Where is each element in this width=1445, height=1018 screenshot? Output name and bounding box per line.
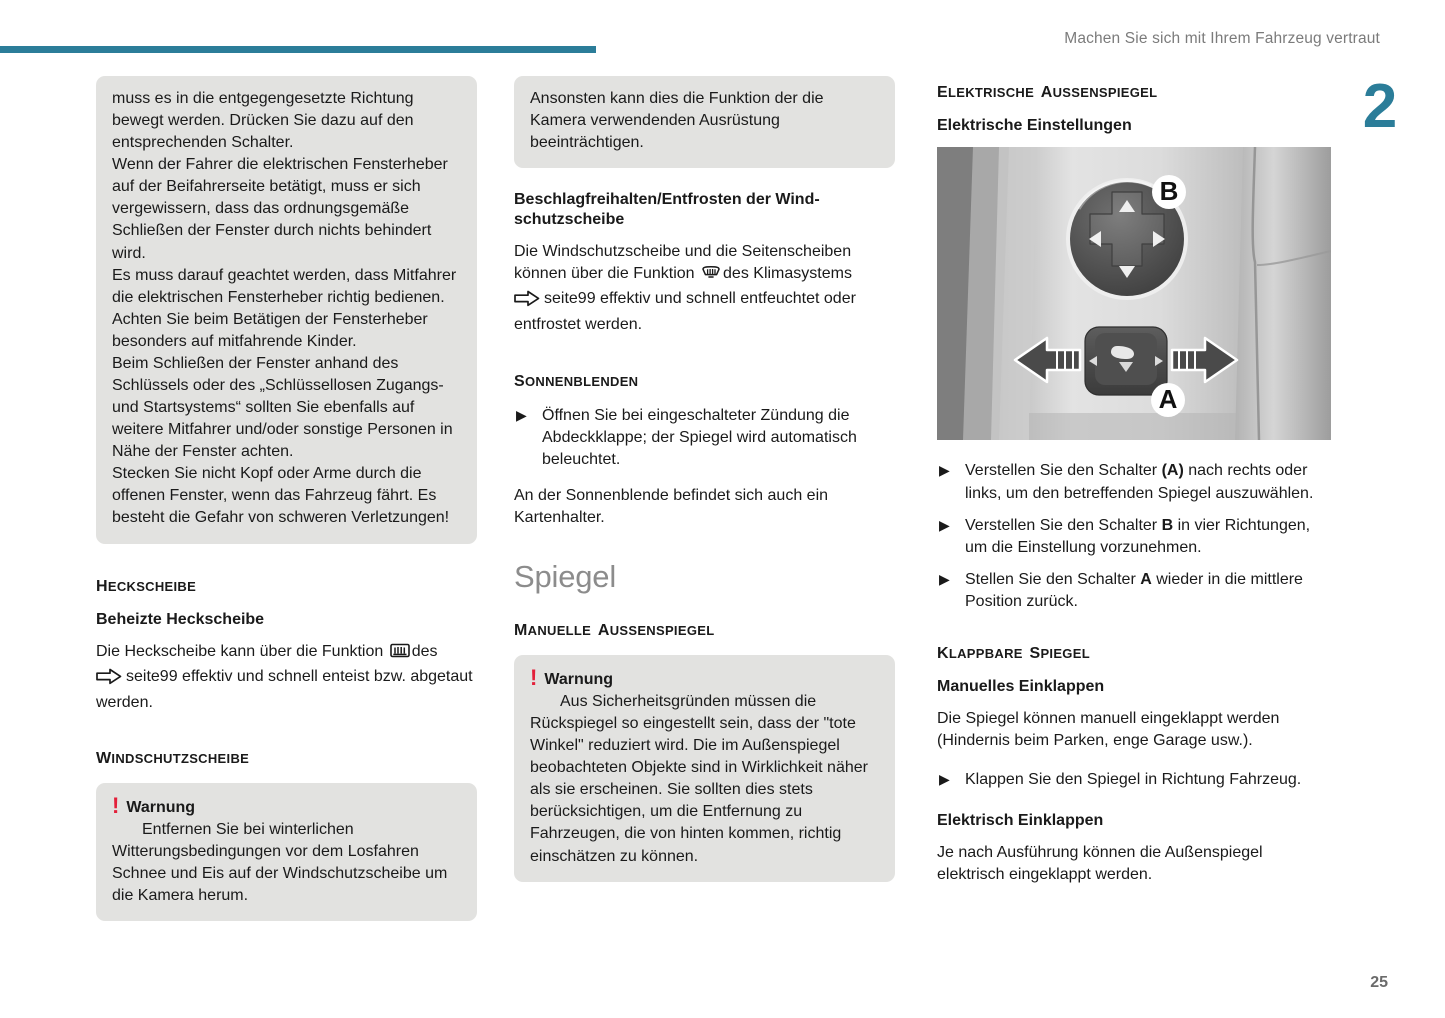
column-3 xyxy=(937,76,1331,902)
running-head: Machen Sie sich mit Ihrem Fahrzeug vertraut xyxy=(1064,30,1380,47)
header-rule xyxy=(0,46,596,53)
heading-sonnenblenden: sonnenblenden xyxy=(514,364,639,391)
bullet-text: Klappen Sie den Spiegel in Richtung Fahrzeug. xyxy=(965,770,1302,788)
column-2 xyxy=(514,76,895,898)
note-line: Wenn der Fahrer die elektrischen Fensterheber auf der Beifahrerseite betätigt, muss er sich vergewissern, dass das ordnungsgemäße Schließen der Fenster durch nichts behindert wird. xyxy=(112,156,448,262)
subheading-beheizte-heckscheibe: Beheizte Heckscheibe xyxy=(96,611,265,628)
column-1 xyxy=(96,76,477,937)
paragraph-heckscheibe xyxy=(96,641,477,714)
bullet-schalter-a-auswahl xyxy=(937,460,1331,504)
subheading-elektrisch-einklappen: Elektrisch Einklappen xyxy=(937,811,1104,829)
beschlag-text-1: Die Windschutzscheibe und die Seitenscheiben können über die Funktion xyxy=(514,243,852,283)
chapter-number: 2 xyxy=(1362,72,1398,141)
note-text: Ansonsten kann dies die Funktion der die Kamera verwendenden Ausrüstung beeinträchtigen. xyxy=(530,90,824,152)
warning-title: Warnung xyxy=(544,670,614,688)
bullet-triangle-icon: ▶ xyxy=(939,462,950,479)
bullet-text: Stellen Sie den Schalter A wieder in die mittlere Position zurück. xyxy=(965,570,1303,610)
bullet-triangle-icon: ▶ xyxy=(939,570,950,587)
warning-box-ruckspiegel xyxy=(514,655,895,882)
windshield-defrost-icon xyxy=(701,265,721,288)
bullet-schalter-a-zurueck xyxy=(937,569,1331,613)
beschlag-text-2: des Klimasystems xyxy=(723,265,852,283)
warning-text: Aus Sicherheitsgründen müssen die Rückspiegel so eingestellt sein, dass der "tote Winkel" reduziert wird. Die im Außenspiegel beobachteten Objekte sind in Wirklichkeit näher als sie erscheinen. Sie sollten dies stets berücksichtigen, um die Entfernung zu Fahrzeugen, die von hinten kommen, richtig einschätzen zu können. xyxy=(530,692,868,865)
bullet-schalter-b-einstellung xyxy=(937,515,1331,559)
bullet-triangle-icon: ▶ xyxy=(516,406,527,423)
note-line: Achten Sie beim Betätigen der Fensterheber besonders auf mitfahrende Kinder. xyxy=(112,310,428,350)
bullet-text: Verstellen Sie den Schalter (A) nach rechts oder links, um den betreffenden Spiegel auszuwählen. xyxy=(965,462,1314,502)
heading-windschutzscheibe: windschutzscheibe xyxy=(96,742,250,769)
figure-label-a: A xyxy=(1158,384,1178,415)
paragraph-manuelles-einklappen: Die Spiegel können manuell eingeklappt werden (Hindernis beim Parken, enge Garage usw.). xyxy=(937,710,1280,750)
paragraph-elektrisch-einklappen: Je nach Ausführung können die Außenspiegel elektrisch eingeklappt werden. xyxy=(937,843,1263,883)
bullet-text: Öffnen Sie bei eingeschalteter Zündung die Abdeckklappe; der Spiegel wird automatisch beleuchtet. xyxy=(542,406,857,469)
bullet-triangle-icon: ▶ xyxy=(939,770,950,787)
note-line: Stecken Sie nicht Kopf oder Arme durch die offenen Fenster, wenn das Fahrzeug fährt. Es besteht die Gefahr von schweren Verletzungen! xyxy=(112,465,450,527)
page-number: 25 xyxy=(1370,974,1388,991)
note-line: Beim Schließen der Fenster anhand des Schlüssels oder des „Schlüssellosen Zugangs- und Startsystems“ sollten Sie ebenfalls auf weitere Mitfahrer und/oder sonstige Personen in Nähe der Fenster achten. xyxy=(112,354,453,461)
warning-exclamation-icon: ! xyxy=(530,664,538,690)
heckscheibe-text-1: Die Heckscheibe kann über die Funktion xyxy=(96,643,384,660)
heading-elektrische-aussenspiegel: elektrische aussenspiegel xyxy=(937,76,1158,102)
note-line: Es muss darauf geachtet werden, dass Mitfahrer die elektrischen Fensterheber richtig bedienen. xyxy=(112,266,457,306)
bullet-sonnenblenden xyxy=(514,405,895,471)
heading-heckscheibe: heckscheibe xyxy=(96,569,197,596)
bullet-text: Verstellen Sie den Schalter B in vier Richtungen, um die Einstellung vorzunehmen. xyxy=(965,516,1311,556)
note-box-fensterheber xyxy=(96,76,477,544)
heckscheibe-page-ref[interactable]: seite99 xyxy=(126,668,178,686)
heading-manuelle-aussenspiegel: manuelle aussenspiegel xyxy=(514,614,715,641)
warning-box-windschutzscheibe xyxy=(96,783,477,921)
warning-text: Entfernen Sie bei winterlichen Witterungsbedingungen vor dem Losfahren Schnee und Eis auf der Windschutzscheibe um die Kamera herum. xyxy=(112,820,448,904)
subheading-manuelles-einklappen: Manuelles Einklappen xyxy=(937,678,1105,696)
figure-label-b: B xyxy=(1159,176,1179,207)
paragraph-beschlagfreihalten xyxy=(514,241,895,336)
bullet-spiegel-einklappen xyxy=(937,769,1331,791)
rear-defrost-icon xyxy=(390,643,410,666)
beschlag-text-3: effektiv und schnell entfeuchtet oder entfrostet werden. xyxy=(514,290,856,334)
heckscheibe-text-2: des xyxy=(411,643,438,660)
warning-title: Warnung xyxy=(126,798,196,816)
beschlag-page-ref[interactable]: seite99 xyxy=(544,290,596,308)
note-line: muss es in die entgegengesetzte Richtung bewegt werden. Drücken Sie dazu auf den entsprechenden Schalter. xyxy=(112,90,414,152)
note-box-kamera xyxy=(514,76,895,168)
heading-klappbare-spiegel: klappbare spiegel xyxy=(937,636,1090,663)
subheading-elektrische-einstellungen: Elektrische Einstellungen xyxy=(937,117,1132,135)
mirror-control-switch-photo xyxy=(937,147,1331,440)
cross-reference-arrow-icon xyxy=(96,668,122,692)
subheading-beschlagfreihalten: Beschlagfreihalten/Entfrosten der Wind-schutzscheibe xyxy=(514,191,820,229)
paragraph-kartenhalter: An der Sonnenblende befindet sich auch ein Kartenhalter. xyxy=(514,487,829,527)
heckscheibe-text-3: effektiv und schnell enteist bzw. abgetaut werden. xyxy=(96,668,473,712)
bullet-triangle-icon: ▶ xyxy=(939,516,950,533)
cross-reference-arrow-icon xyxy=(514,290,540,314)
warning-exclamation-icon: ! xyxy=(112,792,120,818)
chapter-heading-spiegel: Spiegel xyxy=(514,559,617,595)
